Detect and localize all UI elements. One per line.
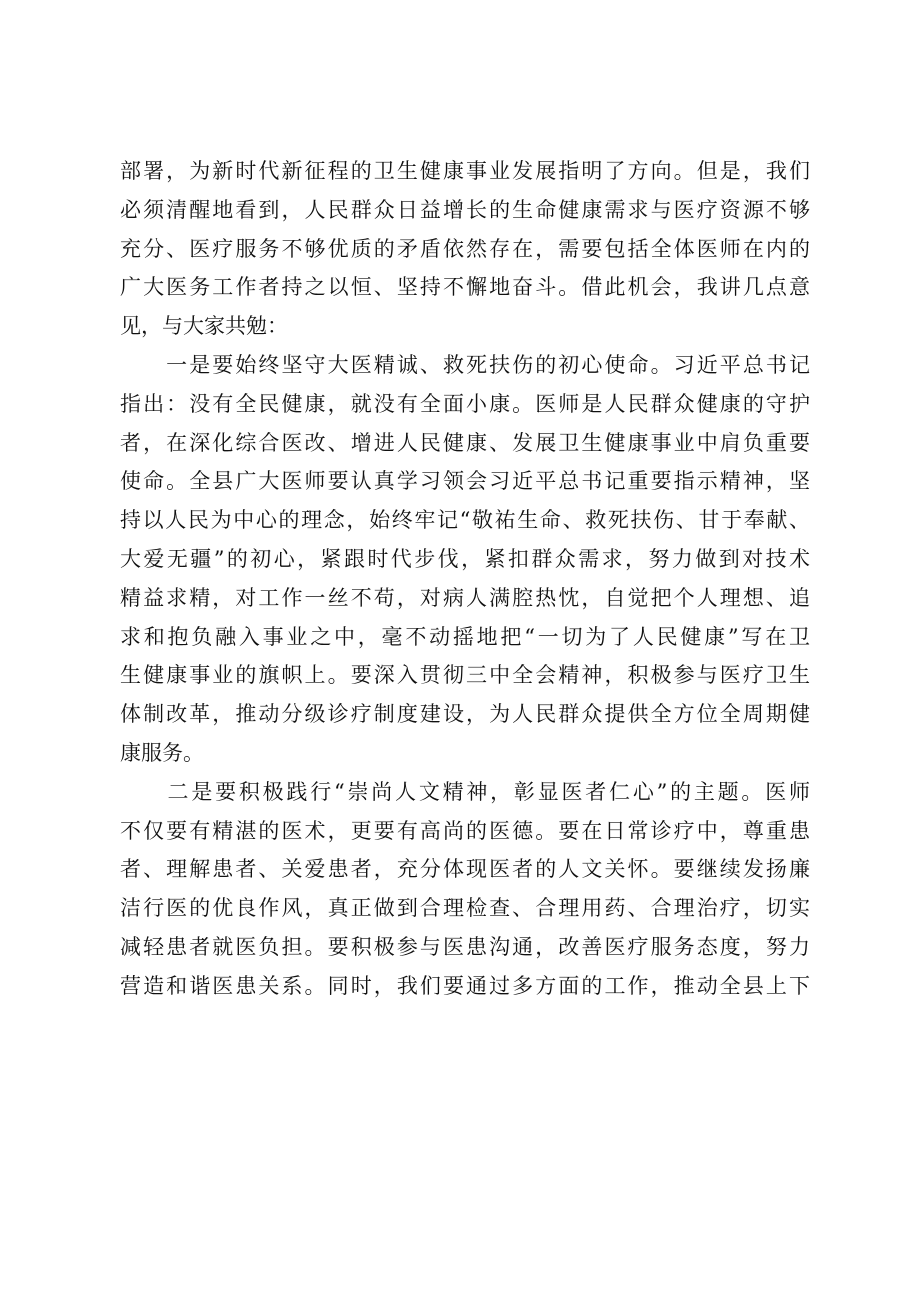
paragraph-1 [120, 152, 810, 346]
text-line: 必须清醒地看到，人民群众日益增长的生命健康需求与医疗资源不够 [120, 197, 810, 222]
text-line: 广大医务工作者持之以恒、坚持不懈地奋斗。借此机会，我讲几点意 [120, 275, 810, 300]
paragraph-2 [120, 346, 810, 773]
text-line: 持以人民为中心的理念，始终牢记“敬祐生命、救死扶伤、甘于奉献、 [120, 508, 810, 533]
text-line: 指出：没有全民健康，就没有全面小康。医师是人民群众健康的守护 [120, 391, 810, 416]
text-line: 求和抱负融入事业之中，毫不动摇地把“一切为了人民健康”写在卫 [120, 624, 810, 649]
text-line: 大爱无疆”的初心，紧跟时代步伐，紧扣群众需求，努力做到对技术 [120, 546, 810, 571]
text-line: 生健康事业的旗帜上。要深入贯彻三中全会精神，积极参与医疗卫生 [120, 663, 810, 688]
text-line: 充分、医疗服务不够优质的矛盾依然存在，需要包括全体医师在内的 [120, 236, 810, 261]
text-line: 不仅要有精湛的医术，更要有高尚的医德。要在日常诊疗中，尊重患 [120, 818, 810, 843]
text-line: 者、理解患者、关爱患者，充分体现医者的人文关怀。要继续发扬廉 [120, 857, 810, 882]
paragraph-3 [120, 773, 810, 1006]
text-line: 见，与大家共勉： [120, 314, 288, 339]
text-line: 二是要积极践行“崇尚人文精神，彰显医者仁心”的主题。医师 [120, 779, 810, 804]
text-line: 部署，为新时代新征程的卫生健康事业发展指明了方向。但是，我们 [120, 159, 810, 183]
text-line: 者，在深化综合医改、增进人民健康、发展卫生健康事业中肩负重要 [120, 430, 810, 455]
text-line: 使命。全县广大医师要认真学习领会习近平总书记重要指示精神，坚 [120, 469, 810, 494]
text-line: 洁行医的优良作风，真正做到合理检查、合理用药、合理治疗，切实 [120, 896, 810, 921]
text-line: 精益求精，对工作一丝不苟，对病人满腔热忱，自觉把个人理想、追 [120, 585, 810, 610]
text-line: 一是要始终坚守大医精诚、救死扶伤的初心使命。习近平总书记 [120, 352, 810, 377]
text-line: 减轻患者就医负担。要积极参与医患沟通，改善医疗服务态度，努力 [120, 934, 810, 959]
text-line: 康服务。 [120, 740, 204, 765]
text-line: 营造和谐医患关系。同时，我们要通过多方面的工作，推动全县上下 [120, 973, 810, 998]
text-line: 体制改革，推动分级诊疗制度建设，为人民群众提供全方位全周期健 [120, 702, 810, 727]
document-body [120, 152, 810, 1006]
